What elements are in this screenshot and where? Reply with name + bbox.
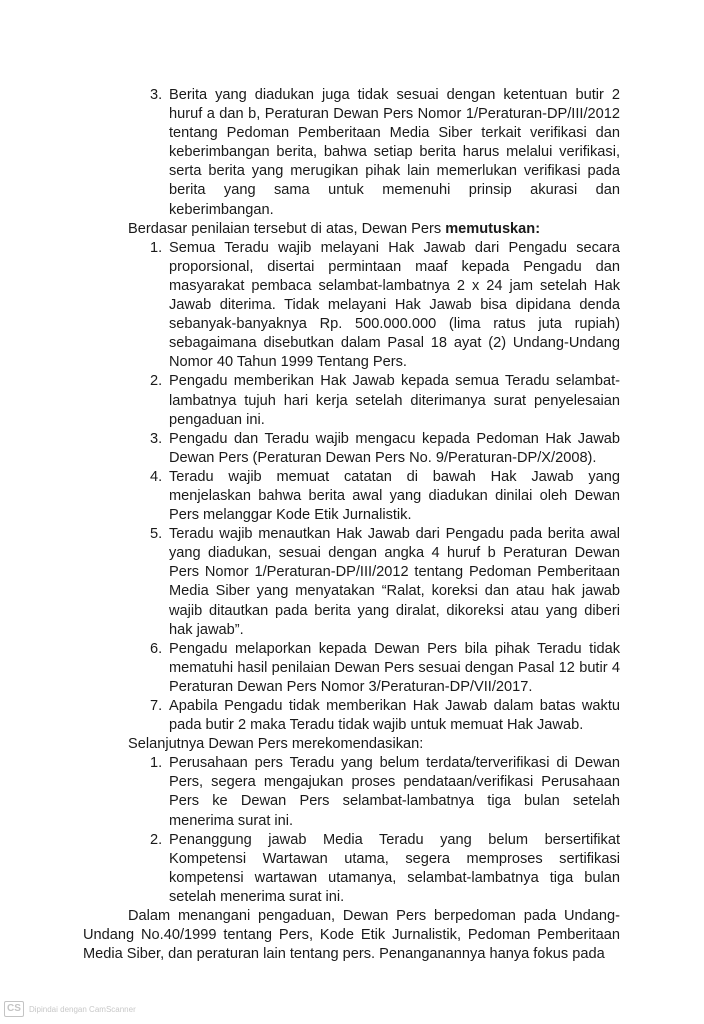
item-number: 2. [150, 831, 163, 848]
item-text: Semua Teradu wajib melayani Hak Jawab dari Pengadu secara proporsional, disertai permintaan maaf kepada Pengadu dan masyarakat pembaca selambat-lambatnya 2 x 24 jam setelah Hak Jawab diterima. Tidak melayani Hak Jawab bisa dipidana denda sebanyak-banyaknya Rp. 500.000.000 (lima ratus juta rupiah) sebagaimana disebutkan dalam Pasal 18 ayat (2) Undang-Undang Nomor 40 Tahun 1999 Tentang Pers. [169, 239, 620, 371]
section-a-list [83, 86, 620, 220]
item-number: 1. [150, 755, 163, 772]
item-number: 6. [150, 640, 163, 657]
item-text: Teradu wajib menautkan Hak Jawab dari Pengadu pada berita awal yang diadukan, sesuai dengan angka 4 huruf b Peraturan Dewan Pers Nomor 1/Peraturan-DP/III/2012 tentang Pedoman Pemberitaan Media Siber yang menyatakan “Ralat, koreksi dan atau hak jawab wajib ditautkan pada berita yang diralat, dikoreksi atau yang diberi hak jawab”. [169, 526, 620, 638]
decision-list [83, 239, 620, 735]
item-text: Teradu wajib memuat catatan di bawah Hak Jawab yang menjelaskan bahwa berita awal yang diadukan dinilai oleh Dewan Pers melanggar Kode Etik Jurnalistik. [169, 468, 620, 524]
item-number: 2. [150, 373, 163, 390]
item-number: 1. [150, 239, 163, 256]
item-text: Pengadu melaporkan kepada Dewan Pers bila pihak Teradu tidak mematuhi hasil penilaian Dewan Pers sesuai dengan Pasal 12 butir 4 Peraturan Dewan Pers Nomor 3/Peraturan-DP/VII/2017. [169, 640, 620, 695]
list-item [83, 697, 620, 735]
list-item [83, 372, 620, 429]
recommendation-lead: Selanjutnya Dewan Pers merekomendasikan: [128, 736, 424, 753]
item-text: Apabila Pengadu tidak memberikan Hak Jawab dalam batas waktu pada butir 2 maka Teradu tidak wajib untuk memuat Hak Jawab. [169, 698, 620, 734]
list-item [83, 831, 620, 907]
item-text: Pengadu memberikan Hak Jawab kepada semua Teradu selambat-lambatnya tujuh hari kerja setelah diterimanya surat penyelesaian pengaduan ini. [169, 373, 620, 428]
decision-lead [83, 220, 620, 239]
list-item [83, 640, 620, 697]
list-item [83, 754, 620, 830]
item-number: 7. [150, 698, 163, 714]
item-text: Pengadu dan Teradu wajib mengacu kepada Pedoman Hak Jawab Dewan Pers (Peraturan Dewan Pers No. 9/Peraturan-DP/X/2008). [169, 430, 620, 466]
list-item [83, 525, 620, 640]
recommendation-list [83, 754, 620, 907]
list-item [83, 239, 620, 373]
item-text: Penanggung jawab Media Teradu yang belum bersertifikat Kompetensi Wartawan utama, segera memproses sertifikasi kompetensi wartawan utamanya, selambat-lambatnya tiga bulan setelah menerima surat ini. [169, 831, 620, 905]
camscanner-logo-icon: CS [4, 1001, 24, 1017]
camscanner-watermark [4, 1001, 136, 1017]
decision-lead-text: Berdasar penilaian tersebut di atas, Dewan Pers [128, 220, 446, 237]
document-page [83, 86, 620, 964]
watermark-label: Dipindai dengan CamScanner [29, 1004, 136, 1014]
item-number: 3. [150, 430, 163, 447]
item-number: 3. [150, 87, 163, 103]
item-number: 5. [150, 526, 163, 543]
item-number: 4. [150, 468, 163, 485]
item-text: Perusahaan pers Teradu yang belum terdata/terverifikasi di Dewan Pers, segera mengajukan proses pendataan/verifikasi Perusahaan Pers ke Dewan Pers selambat-lambatnya tiga bulan setelah menerima surat ini. [169, 755, 620, 829]
item-text: Berita yang diadukan juga tidak sesuai dengan ketentuan butir 2 huruf a dan b, Peraturan Dewan Pers Nomor 1/Peraturan-DP/III/2012 tentang Pedoman Pemberitaan Media Siber terkait verifikasi dan keberimbangan berita, bahwa setiap berita harus melalui verifikasi, serta berita yang merugikan pihak lain memerlukan verifikasi pada berita yang sama untuk memenuhi prinsip akurasi dan keberimbangan. [169, 87, 620, 218]
closing-paragraph: Dalam menangani pengaduan, Dewan Pers berpedoman pada Undang-Undang No.40/1999 tentang Pers, Kode Etik Jurnalistik, Pedoman Pemberitaan Media Siber, dan peraturan lain tentang pers. Penanganannya hanya fokus pada [83, 908, 620, 963]
list-item [83, 430, 620, 468]
list-item [83, 86, 620, 220]
list-item [83, 468, 620, 525]
decision-lead-bold: memutuskan: [445, 220, 541, 237]
